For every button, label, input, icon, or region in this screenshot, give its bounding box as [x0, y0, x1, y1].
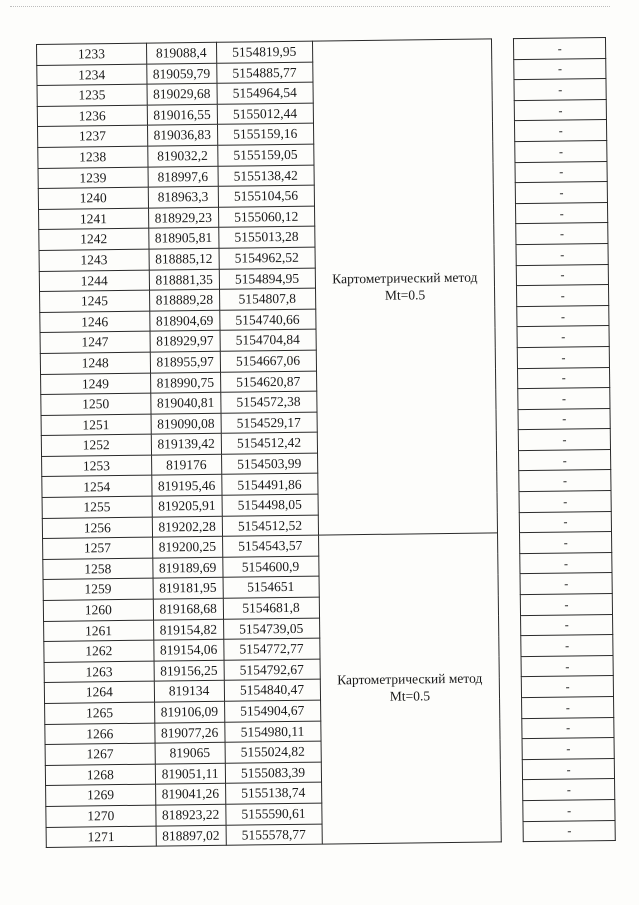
x-coordinate-cell: 819181,95 [153, 578, 223, 599]
x-coordinate-cell: 819029,68 [147, 83, 217, 104]
point-number-cell: 1254 [42, 476, 152, 498]
x-coordinate-cell: 818885,12 [149, 248, 219, 269]
dash-cell: - [517, 326, 609, 348]
y-coordinate-cell: 5154512,42 [221, 432, 317, 454]
point-number-cell: 1267 [45, 743, 155, 765]
x-coordinate-cell: 819176 [151, 454, 221, 475]
y-coordinate-cell: 5154512,52 [222, 515, 318, 537]
dash-cell: - [516, 264, 608, 286]
y-coordinate-cell: 5154503,99 [221, 453, 317, 475]
y-coordinate-cell: 5154792,67 [224, 659, 320, 681]
x-coordinate-cell: 819202,28 [152, 516, 222, 537]
dash-cell: - [515, 120, 607, 142]
x-coordinate-cell: 819134 [154, 681, 224, 702]
x-coordinate-cell: 819106,09 [154, 701, 224, 722]
point-number-cell: 1259 [43, 579, 153, 601]
x-coordinate-cell: 818990,75 [150, 372, 220, 393]
dash-cell: - [520, 573, 612, 595]
y-coordinate-cell: 5154885,77 [216, 62, 312, 84]
x-coordinate-cell: 819040,81 [150, 392, 220, 413]
point-number-cell: 1233 [37, 43, 147, 65]
point-number-cell: 1263 [44, 661, 154, 683]
x-coordinate-cell: 819088,4 [146, 42, 216, 63]
x-coordinate-cell: 819168,68 [153, 598, 223, 619]
point-number-cell: 1239 [38, 167, 148, 189]
y-coordinate-cell: 5155104,56 [218, 185, 314, 207]
y-coordinate-cell: 5154529,17 [221, 412, 317, 434]
x-coordinate-cell: 818923,22 [156, 804, 226, 825]
point-number-cell: 1253 [42, 455, 152, 477]
x-coordinate-cell: 819189,69 [152, 557, 222, 578]
method-cell: Картометрический метод Mt=0.5 [318, 533, 502, 844]
dash-cell: - [518, 388, 610, 410]
dash-cell: - [514, 79, 606, 101]
point-number-cell: 1269 [46, 784, 156, 806]
point-number-cell: 1250 [41, 393, 151, 415]
dash-cell: - [521, 614, 613, 636]
point-number-cell: 1249 [41, 373, 151, 395]
y-coordinate-cell: 5154600,9 [222, 556, 318, 578]
dash-cell: - [517, 346, 609, 368]
point-number-cell: 1238 [38, 146, 148, 168]
y-coordinate-cell: 5154962,52 [219, 247, 315, 269]
point-number-cell: 1237 [38, 126, 148, 148]
point-number-cell: 1260 [43, 599, 153, 621]
y-coordinate-cell: 5155138,42 [218, 165, 314, 187]
point-number-cell: 1242 [39, 228, 149, 250]
x-coordinate-cell: 818955,97 [150, 351, 220, 372]
x-coordinate-cell: 819077,26 [155, 722, 225, 743]
x-coordinate-cell: 819205,91 [152, 495, 222, 516]
y-coordinate-cell: 5154772,77 [223, 638, 319, 660]
x-coordinate-cell: 819154,82 [153, 619, 223, 640]
x-coordinate-cell: 819036,83 [147, 125, 217, 146]
dash-cell: - [516, 223, 608, 245]
dash-cell: - [522, 738, 614, 760]
point-number-cell: 1257 [43, 537, 153, 559]
x-coordinate-cell: 819059,79 [146, 63, 216, 84]
y-coordinate-cell: 5154651 [223, 577, 319, 599]
point-number-cell: 1258 [43, 558, 153, 580]
dash-cell: - [523, 799, 615, 821]
dash-cell: - [514, 99, 606, 121]
point-number-cell: 1255 [42, 496, 152, 518]
dash-cell: - [522, 717, 614, 739]
point-number-cell: 1236 [37, 105, 147, 127]
y-coordinate-cell: 5154894,95 [219, 268, 315, 290]
dash-cell: - [519, 449, 611, 471]
x-coordinate-cell: 819065 [155, 742, 225, 763]
dash-cell: - [516, 243, 608, 265]
y-coordinate-cell: 5154964,54 [217, 82, 313, 104]
dash-cell: - [520, 511, 612, 533]
y-coordinate-cell: 5155024,82 [225, 741, 321, 763]
coordinates-table [36, 37, 616, 848]
dash-cell: - [518, 367, 610, 389]
dash-cell: - [521, 655, 613, 677]
coordinates-sheet [36, 37, 616, 862]
x-coordinate-cell: 819139,42 [151, 434, 221, 455]
dash-cell: - [519, 429, 611, 451]
y-coordinate-cell: 5154904,67 [224, 700, 320, 722]
dash-cell: - [517, 285, 609, 307]
dash-cell: - [523, 779, 615, 801]
point-number-cell: 1252 [41, 434, 151, 456]
x-coordinate-cell: 818929,97 [150, 331, 220, 352]
x-coordinate-cell: 818889,28 [149, 289, 219, 310]
y-coordinate-cell: 5154620,87 [220, 371, 316, 393]
y-coordinate-cell: 5155578,77 [226, 824, 322, 846]
point-number-cell: 1262 [44, 640, 154, 662]
x-coordinate-cell: 818905,81 [148, 228, 218, 249]
dash-cell: - [519, 491, 611, 513]
y-coordinate-cell: 5155159,16 [217, 123, 313, 145]
y-coordinate-cell: 5154498,05 [222, 494, 318, 516]
y-coordinate-cell: 5155159,05 [217, 144, 313, 166]
y-coordinate-cell: 5154491,86 [221, 474, 317, 496]
dash-cell: - [517, 305, 609, 327]
dash-cell: - [515, 141, 607, 163]
dash-cell: - [519, 470, 611, 492]
point-number-cell: 1240 [38, 187, 148, 209]
y-coordinate-cell: 5154681,8 [223, 597, 319, 619]
y-coordinate-cell: 5155013,28 [218, 226, 314, 248]
dash-cell: - [521, 594, 613, 616]
point-number-cell: 1241 [39, 208, 149, 230]
y-coordinate-cell: 5155083,39 [225, 762, 321, 784]
x-coordinate-cell: 818904,69 [149, 310, 219, 331]
x-coordinate-cell: 819041,26 [155, 784, 225, 805]
dash-cell: - [516, 202, 608, 224]
point-number-cell: 1234 [37, 64, 147, 86]
x-coordinate-cell: 818929,23 [148, 207, 218, 228]
method-cell: Картометрический метод Mt=0.5 [312, 39, 498, 535]
dash-cell: - [522, 696, 614, 718]
point-number-cell: 1264 [44, 682, 154, 704]
y-coordinate-cell: 5154840,47 [224, 679, 320, 701]
point-number-cell: 1248 [40, 352, 150, 374]
x-coordinate-cell: 819090,08 [151, 413, 221, 434]
point-number-cell: 1247 [40, 331, 150, 353]
dash-cell: - [515, 182, 607, 204]
y-coordinate-cell: 5155012,44 [217, 103, 313, 125]
y-coordinate-cell: 5154704,84 [220, 329, 316, 351]
x-coordinate-cell: 818897,02 [156, 825, 226, 846]
point-number-cell: 1271 [46, 826, 156, 848]
point-number-cell: 1246 [40, 311, 150, 333]
dash-cell: - [520, 532, 612, 554]
y-coordinate-cell: 5155138,74 [225, 782, 321, 804]
x-coordinate-cell: 818881,35 [149, 269, 219, 290]
x-coordinate-cell: 819016,55 [147, 104, 217, 125]
scan-top-edge [10, 6, 610, 7]
y-coordinate-cell: 5154739,05 [223, 618, 319, 640]
point-number-cell: 1244 [39, 270, 149, 292]
dash-cell: - [514, 58, 606, 80]
point-number-cell: 1251 [41, 414, 151, 436]
x-coordinate-cell: 818963,3 [148, 186, 218, 207]
x-coordinate-cell: 819156,25 [154, 660, 224, 681]
x-coordinate-cell: 819154,06 [153, 639, 223, 660]
point-number-cell: 1245 [40, 290, 150, 312]
y-coordinate-cell: 5155060,12 [218, 206, 314, 228]
y-coordinate-cell: 5155590,61 [225, 803, 321, 825]
point-number-cell: 1243 [39, 249, 149, 271]
y-coordinate-cell: 5154543,57 [222, 535, 318, 557]
dash-cell: - [514, 38, 606, 60]
x-coordinate-cell: 819195,46 [151, 475, 221, 496]
x-coordinate-cell: 819200,25 [152, 537, 222, 558]
y-coordinate-cell: 5154819,95 [216, 41, 312, 63]
y-coordinate-cell: 5154667,06 [220, 350, 316, 372]
dash-cell: - [523, 820, 615, 842]
y-coordinate-cell: 5154980,11 [224, 721, 320, 743]
dash-cell: - [522, 676, 614, 698]
point-number-cell: 1268 [45, 764, 155, 786]
x-coordinate-cell: 819051,11 [155, 763, 225, 784]
dash-cell: - [518, 408, 610, 430]
point-number-cell: 1261 [44, 620, 154, 642]
point-number-cell: 1266 [45, 723, 155, 745]
point-number-cell: 1256 [42, 517, 152, 539]
x-coordinate-cell: 819032,2 [147, 145, 217, 166]
x-coordinate-cell: 818997,6 [148, 166, 218, 187]
dash-cell: - [523, 758, 615, 780]
dash-cell: - [521, 635, 613, 657]
y-coordinate-cell: 5154807,8 [219, 288, 315, 310]
y-coordinate-cell: 5154572,38 [220, 391, 316, 413]
point-number-cell: 1270 [46, 805, 156, 827]
point-number-cell: 1265 [45, 702, 155, 724]
point-number-cell: 1235 [37, 84, 147, 106]
dash-cell: - [520, 552, 612, 574]
y-coordinate-cell: 5154740,66 [219, 309, 315, 331]
coordinates-table-body [37, 38, 616, 848]
dash-cell: - [515, 161, 607, 183]
